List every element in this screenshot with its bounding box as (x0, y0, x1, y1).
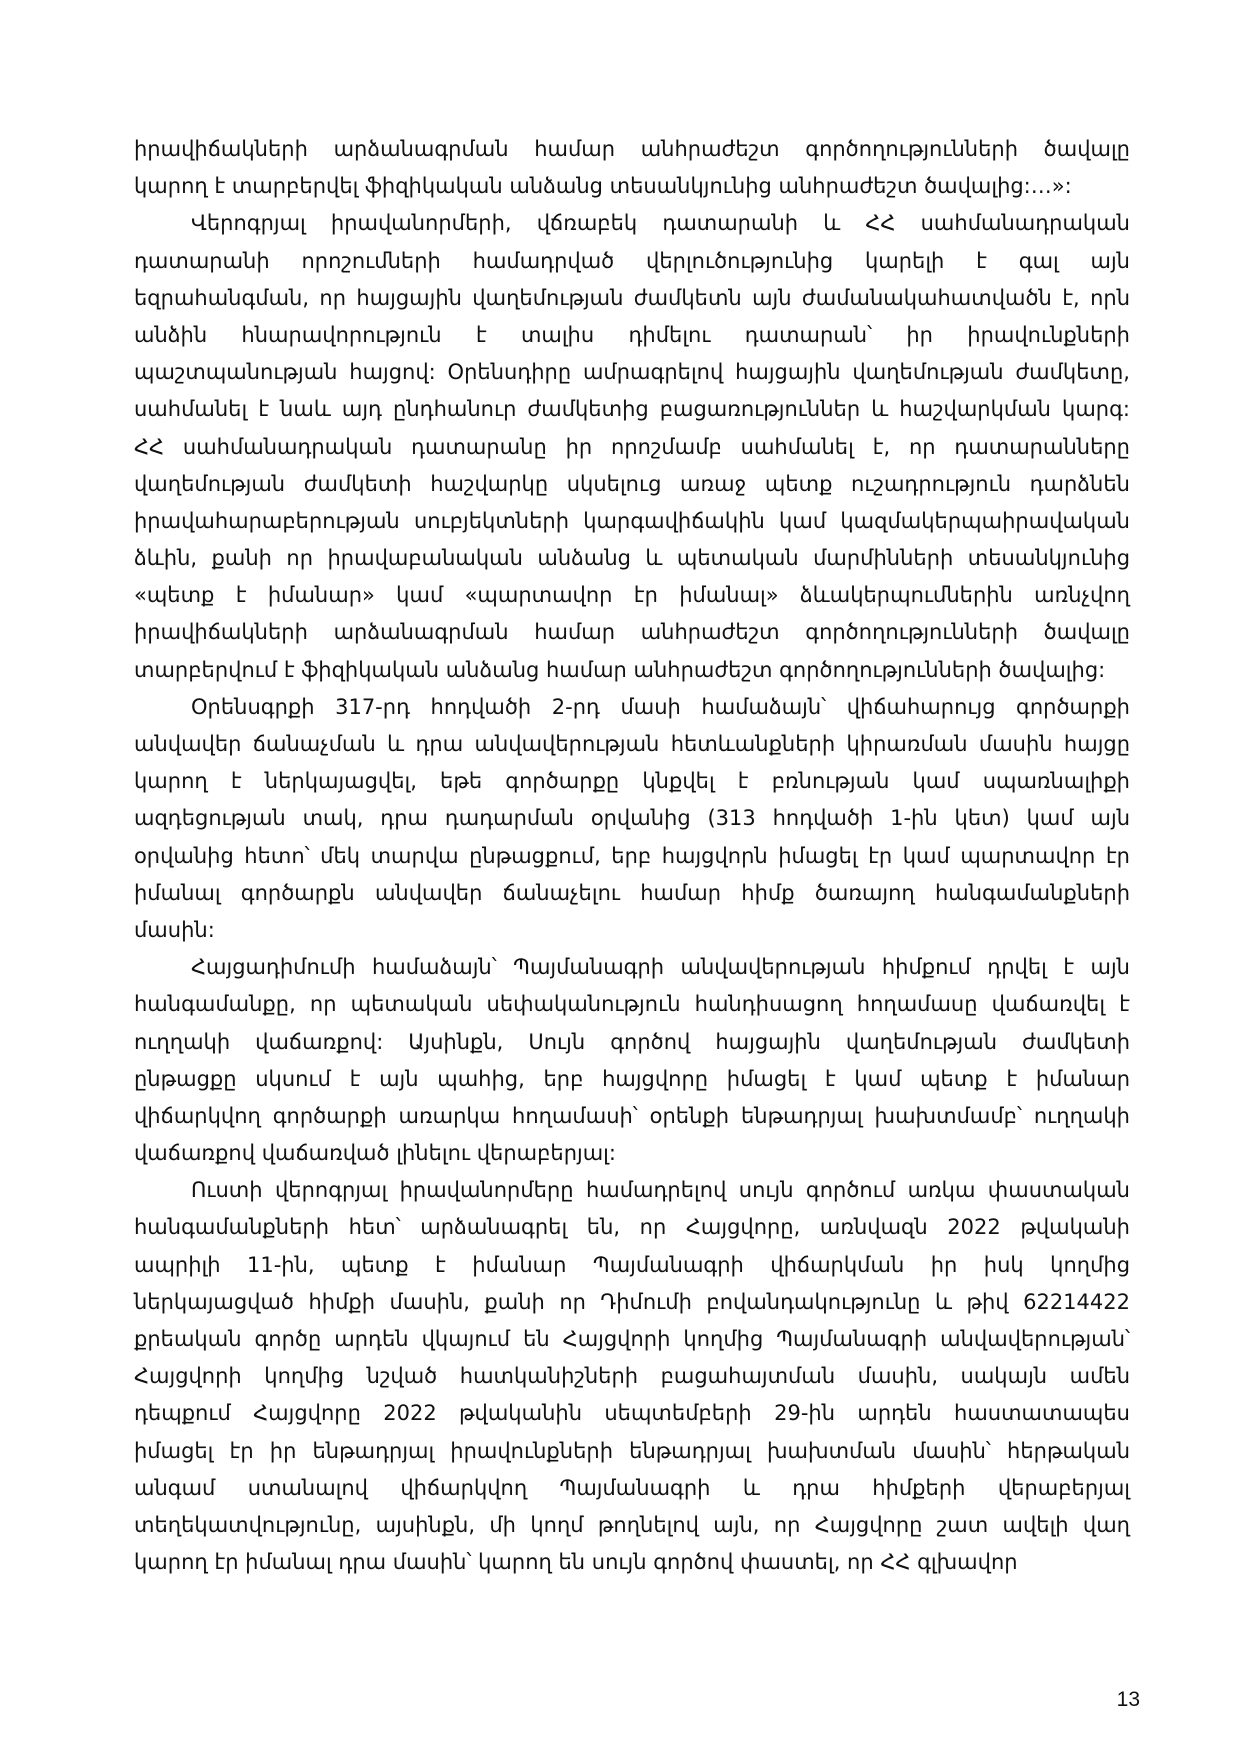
text-line: Հայցադիմումի համաձայն՝ Պայմանագրի անվավերության հիմքում դրվել է այն (191, 955, 1130, 980)
text-line: իրավիճակների արձանագրման համար անհրաժեշտ գործողությունների ծավալը (134, 620, 1130, 645)
text-line: Ուստի վերոգրյալ իրավանորմերը համադրելով սույն գործում առկա փաստական (191, 1178, 1130, 1203)
text-line: կարող էր իմանալ դրա մասին՝ կարող են սույն գործով փաստել, որ ՀՀ գլխավոր (134, 1550, 1018, 1575)
text-line: կարող է տարբերվել ֆիզիկական անձանց տեսանկյունից անհրաժեշտ ծավալից:…»: (134, 174, 1072, 199)
text-line: անձին հնարավորություն է տալիս դիմելու դատարան՝ իր իրավունքների (134, 322, 1130, 347)
text-line: ապրիլի 11-ին, պետք է իմանար Պայմանագրի վիճարկման իր իսկ կողմից (134, 1252, 1130, 1277)
text-line: ուղղակի վաճառքով: Այսինքն, Սույն գործով հայցային վաղեմության ժամկետի (134, 1029, 1130, 1054)
text-line: իմանալ գործարքն անվավեր ճանաչելու համար հիմք ծառայող հանգամանքների (134, 880, 1130, 905)
text-line: ՀՀ սահմանադրական դատարանը իր որոշմամբ սահմանել է, որ դատարանները (134, 434, 1130, 459)
paragraph (134, 205, 1130, 688)
text-line: իրավահարաբերության սուբյեկտների կարգավիճակին կամ կազմակերպաիրավական (134, 508, 1130, 533)
text-line: տարբերվում է ֆիզիկական անձանց համար անհրաժեշտ գործողությունների ծավալից: (134, 657, 1106, 682)
text-line: սահմանել է նաև այդ ընդհանուր ժամկետից բացառություններ և հաշվարկման կարգ: (134, 397, 1130, 422)
text-line: վաղեմության ժամկետի հաշվարկը սկսելուց առաջ պետք ուշադրություն դարձնեն (134, 471, 1130, 496)
text-line: Հայցվորի կողմից նշված հատկանիշների բացահայտման մասին, սակայն ամեն (134, 1364, 1130, 1389)
text-line: հանգամանքը, որ պետական սեփականություն հանդիսացող հողամասը վաճառվել է (134, 992, 1130, 1017)
text-line: դեպքում Հայցվորը 2022 թվականին սեպտեմբերի 29-ին արդեն հաստատապես (134, 1401, 1130, 1426)
paragraph (134, 949, 1130, 1172)
text-line: վաճառքով վաճառված լինելու վերաբերյալ: (134, 1141, 616, 1166)
text-line: ձևին, քանի որ իրավաբանական անձանց և պետական մարմինների տեսանկյունից (134, 546, 1130, 571)
paragraph (134, 1172, 1130, 1581)
text-line: կարող է ներկայացվել, եթե գործարքը կնքվել է բռնության կամ սպառնալիքի (134, 769, 1130, 794)
text-line: ընթացքը սկսում է այն պահից, երբ հայցվորը իմացել է կամ պետք է իմանար (134, 1066, 1130, 1091)
text-line: Օրենսգրքի 317-րդ հոդվածի 2-րդ մասի համաձայն՝ վիճահարույց գործարքի (191, 694, 1130, 719)
text-line: իմացել էր իր ենթադրյալ իրավունքների ենթադրյալ խախտման մասին՝ հերթական (134, 1438, 1130, 1463)
text-line: տեղեկատվությունը, այսինքն, մի կողմ թողնելով այն, որ Հայցվորը շատ ավելի վաղ (134, 1512, 1130, 1537)
text-line: «պետք է իմանար» կամ «պարտավոր էր իմանալ» ձևակերպումներին առնչվող (134, 583, 1130, 608)
text-line: Վերոգրյալ իրավանորմերի, վճռաբեկ դատարանի և ՀՀ սահմանադրական (191, 211, 1130, 236)
text-line: ազդեցության տակ, դրա դադարման օրվանից (313 հոդվածի 1-ին կետ) կամ այն (134, 806, 1130, 831)
text-line: անգամ ստանալով վիճարկվող Պայմանագրի և դրա հիմքերի վերաբերյալ (134, 1475, 1130, 1500)
text-line: վիճարկվող գործարքի առարկա հողամասի՝ օրենքի ենթադրյալ խախտմամբ՝ ուղղակի (134, 1103, 1130, 1128)
paragraph (134, 131, 1130, 205)
page-number: 13 (1116, 1688, 1140, 1711)
text-line: իրավիճակների արձանագրման համար անհրաժեշտ գործողությունների ծավալը (134, 137, 1130, 161)
text-line: դատարանի որոշումների համադրված վերլուծությունից կարելի է գալ այն (134, 248, 1130, 273)
text-line: ներկայացված հիմքի մասին, քանի որ Դիմումի բովանդակությունը և թիվ 62214422 (134, 1289, 1130, 1314)
text-line: պաշտպանության հայցով: Օրենսդիրը ամրագրելով հայցային վաղեմության ժամկետը, (134, 360, 1130, 385)
text-line: օրվանից հետո՝ մեկ տարվա ընթացքում, երբ հայցվորն իմացել էր կամ պարտավոր էր (134, 843, 1130, 868)
text-line: մասին: (134, 917, 215, 942)
document-body (134, 131, 1130, 1581)
text-line: եզրահանգման, որ հայցային վաղեմության ժամկետն այն ժամանակահատվածն է, որն (134, 285, 1130, 310)
paragraph (134, 689, 1130, 949)
text-line: հանգամանքների հետ՝ արձանագրել են, որ Հայցվորը, առնվազն 2022 թվականի (134, 1215, 1130, 1240)
text-line: քրեական գործը արդեն վկայում են Հայցվորի կողմից Պայմանագրի անվավերության՝ (134, 1327, 1130, 1351)
text-line: անվավեր ճանաչման և դրա անվավերության հետևանքների կիրառման մասին հայցը (134, 732, 1130, 756)
